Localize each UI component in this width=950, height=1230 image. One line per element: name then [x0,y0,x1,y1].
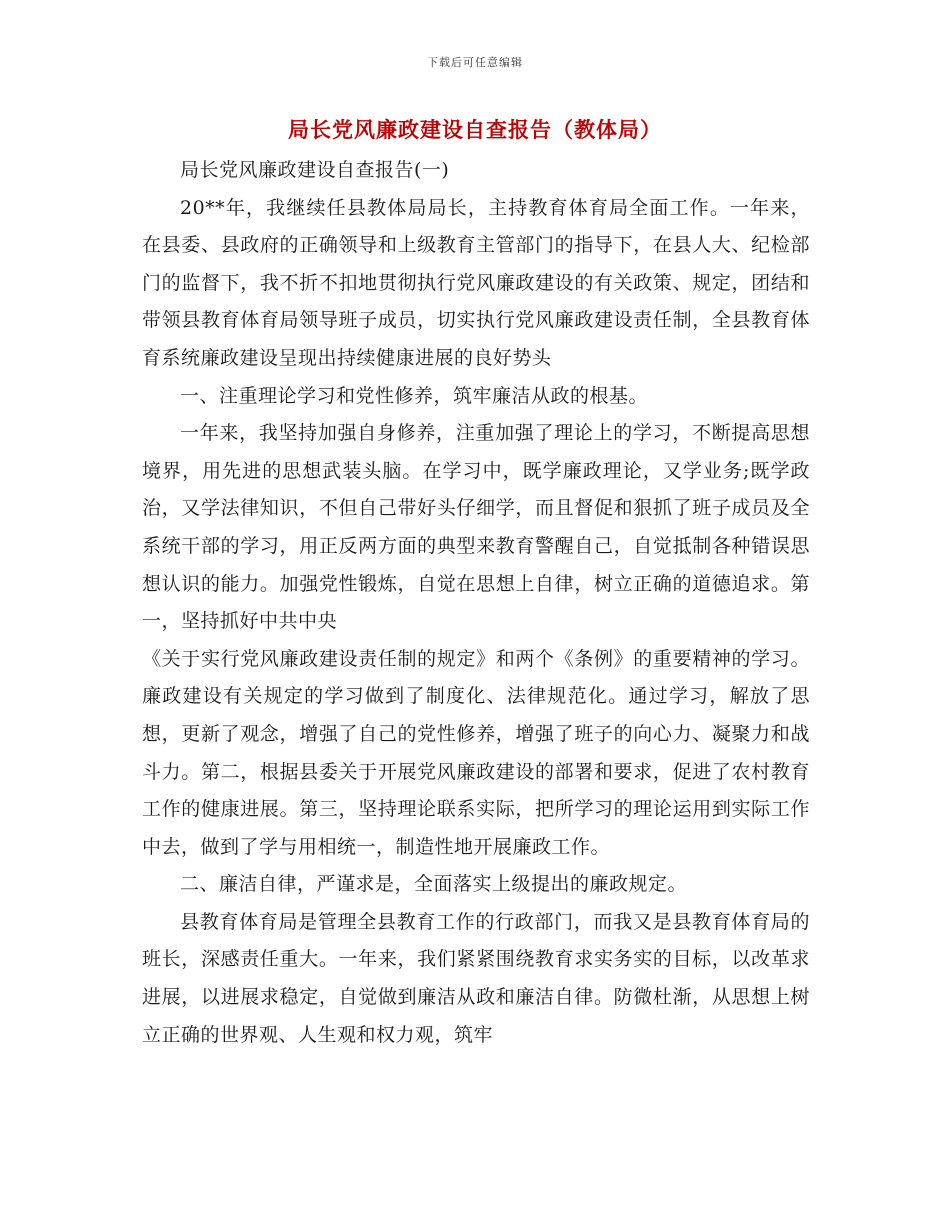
section-heading-2: 二、廉洁自律，严谨求是，全面落实上级提出的廉政规定。 [180,873,688,896]
paragraph-section-2: 县教育体育局是管理全县教育工作的行政部门，而我又是县教育体育局的班长，深感责任重大。一年来，我们紧紧围绕教育求实务实的目标，以改革求进展，以进展求稳定，自觉做到廉洁从政和廉洁自律。防微杜渐，从思想上树立正确的世界观、人生观和权力观，筑牢 [142,910,810,1046]
paragraph-section-1-cont: 《关于实行党风廉政建设责任制的规定》和两个《条例》的重要精神的学习。廉政建设有关规定的学习做到了制度化、法律规范化。通过学习，解放了思想，更新了观念，增强了自己的党性修养，增强了班子的向心力、凝聚力和战斗力。第二，根据县委关于开展党风廉政建设的部署和要求，促进了农村教育工作的健康进展。第三，坚持理论联系实际，把所学习的理论运用到实际工作中去，做到了学与用相统一，制造性地开展廉政工作。 [142,647,810,858]
paragraph-intro: 20**年，我继续任县教体局局长，主持教育体育局全面工作。一年来，在县委、县政府的正确领导和上级教育主管部门的指导下，在县人大、纪检部门的监督下，我不折不扣地贯彻执行党风廉政建设的有关政策、规定，团结和带领县教育体育局领导班子成员，切实执行党风廉政建设责任制，全县教育体育系统廉政建设呈现出持续健康进展的良好势头 [142,196,810,369]
page-header-note: 下载后可任意编辑 [427,56,523,69]
document-body [142,152,810,1054]
report-subtitle: 局长党风廉政建设自查报告(一) [180,159,450,181]
section-heading-1: 一、注重理论学习和党性修养，筑牢廉洁从政的根基。 [180,384,649,407]
paragraph-section-1: 一年来，我坚持加强自身修养，注重加强了理论上的学习，不断提高思想境界，用先进的思想武装头脑。在学习中，既学廉政理论，又学业务;既学政治，又学法律知识，不但自己带好头仔细学，而且督促和狠抓了班子成员及全系统干部的学习，用正反两方面的典型来教育警醒自己，自觉抵制各种错误思想认识的能力。加强党性锻炼，自觉在思想上自律，树立正确的道德追求。第一，坚持抓好中共中央 [142,422,810,633]
document-title: 局长党风廉政建设自查报告（教体局） [288,117,662,142]
